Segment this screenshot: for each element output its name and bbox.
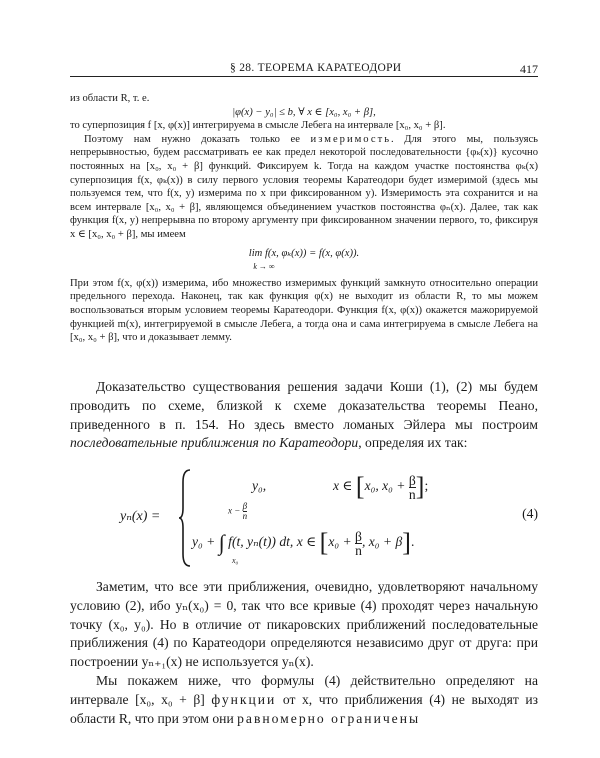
running-header [70, 62, 538, 77]
lower-limit: x₀ [232, 556, 239, 565]
spaced-term: измеримость [310, 133, 392, 145]
main-text-block-2 [70, 578, 538, 728]
lemma-line: из области R, т. е. [70, 93, 150, 104]
main-paragraph: Доказательство существования решения задачи Коши (1), (2) мы будем проводить по схеме, близкой к схеме доказательства теоремы Пеано, приведенного в п. 154. Но здесь вместо ломаных Эйлера мы построим последовательные приближения по Каратеодори, определяя их так: [70, 379, 538, 451]
case-2: y₀ + ∫ f(t, yₙ(t)) dt, x ∈ [x₀ + $\frac{\beta}{n}$ , x₀ + β]. [192, 528, 415, 558]
case-1: y₀, x ∈ [x₀, x₀ + $\frac{\beta}{n}$ ]; [252, 472, 429, 502]
left-brace-icon [178, 468, 192, 568]
bound-formula: |φ(x) − y₀| ≤ b, ∀ x ∈ [x₀, x₀ + β], [232, 106, 376, 118]
main-text-block [70, 378, 538, 453]
main-paragraph-2: Заметим, что все эти приближения, очевидно, удовлетворяют начальному условию (2), ибо yₙ(x₀) = 0, так что все кривые (4) проходят через начальную точку (x₀, y₀). Но в отличие от пикаровских приближений последовательные приближения (4) по Каратеодори определяются независимо друг от друга: при построении yₙ₊₁(x) не используется yₙ(x). [70, 579, 538, 670]
italic-term: последовательные приближения по Каратеодори [70, 435, 359, 451]
page-number: 417 [520, 62, 538, 76]
section-title: § 28. ТЕОРЕМА КАРАТЕОДОРИ [230, 62, 402, 74]
proof-paragraph: Поэтому нам нужно доказать только ее измеримость. Для этого мы, пользуясь непрерывностью, будем рассматривать ее как предел некоторой последовательности {φₖ(x)} кусочно постоянных на [x₀, x₀ + β] функций. Фиксируем k. Тогда на каждом участке постоянства φₖ(x) суперпозиция f(x, φₖ(x)) в силу первого условия теоремы Каратеодори будет измеримой (здесь мы пользуемся тем, что f(x, y) измерима по x при фиксированном y). Измеримость эта сохранится и на всем интервале [x₀, x₀ + β], являющемся объединением участков постоянства φₙ(x). Далее, так как функция f(x, y) непрерывна по второму аргументу при фиксированном значении первого, то, фиксируя x ∈ [x₀, x₀ + β], мы имеем [70, 133, 539, 240]
equation-number: (4) [522, 506, 538, 521]
limit-formula: lim f(x, φₖ(x)) = f(x, φ(x)). k → ∞ [248, 247, 360, 272]
system-lhs: yₙ(x) = [120, 509, 161, 524]
upper-limit: x − $\frac{\beta}{n}$ [228, 501, 248, 521]
small-print-block [70, 92, 538, 345]
proof-paragraph-2: При этом f(x, φ(x)) измерима, ибо множество измеримых функций замкнуто относительно операции предельного перехода. Наконец, так как функция φ(x) не выходит из области R, то мы можем воспользоваться вторым условием теоремы Каратеодори. Функция f(x, φ(x)) окажется мажорируемой функцией m(x), интегрируемой в смысле Лебега, а тогда она и сама интегрируема в смысле Лебега на [x₀, x₀ + β], что и доказывает лемму. [70, 277, 538, 344]
lemma-line-2: то суперпозиция f [x, φ(x)] интегрируема в смысле Лебега на интервале [x₀, x₀ + β]. [70, 120, 446, 132]
approximation-system [120, 468, 538, 568]
main-paragraph-3: Мы покажем ниже, что формулы (4) действительно определяют на интервале [x₀, x₀ + β] функции от x, что приближения (4) не выходят из области R, что при этом они равномерно ограничены [70, 672, 538, 726]
